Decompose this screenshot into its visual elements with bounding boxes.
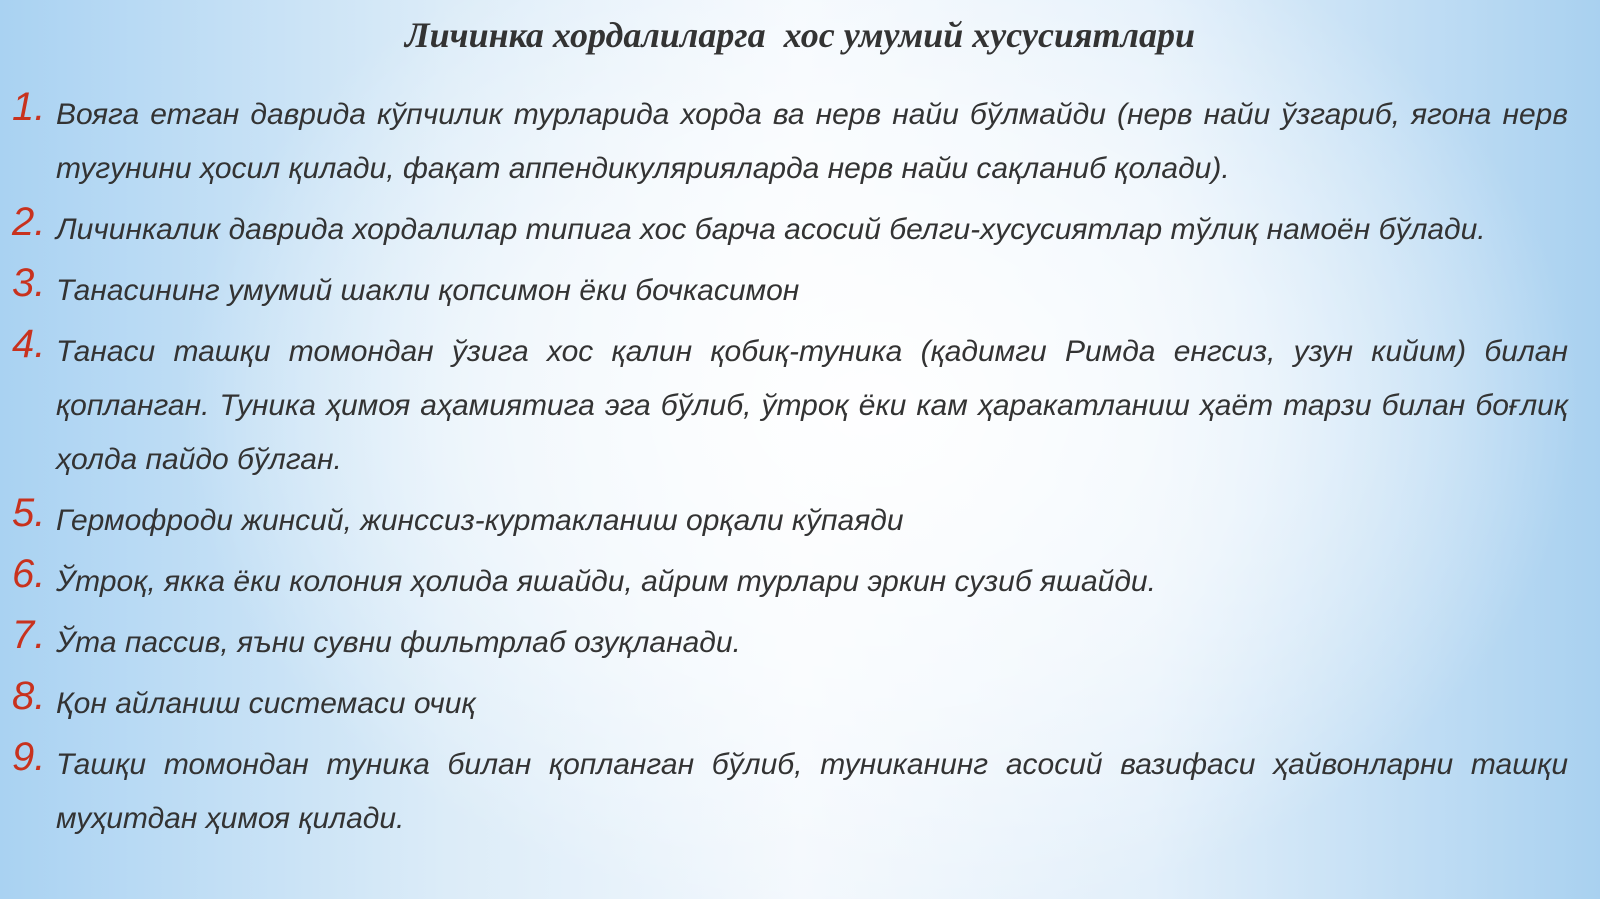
list-item-number: 6. [12, 552, 46, 596]
list-item [12, 322, 1568, 487]
list-item [12, 613, 1568, 670]
list-item [12, 735, 1568, 846]
list-item-number: 1. [12, 85, 46, 129]
list-item [12, 491, 1568, 548]
feature-list [12, 85, 1568, 846]
list-item-number: 4. [12, 322, 46, 366]
list-item [12, 552, 1568, 609]
list-item-text: Гермофроди жинсий, жинссиз-куртакланиш орқали кўпаяди [56, 504, 904, 537]
list-item [12, 200, 1568, 257]
list-item-text: Ўта пассив, яъни сувни фильтрлаб озуқланади. [56, 626, 741, 659]
list-item-number: 3. [12, 261, 46, 305]
list-item-text: Қон айланиш системаси очиқ [56, 687, 476, 720]
list-item-text: Ўтроқ, якка ёки колония ҳолида яшайди, айрим турлари эркин сузиб яшайди. [56, 565, 1156, 598]
list-item-number: 5. [12, 491, 46, 535]
list-item-text: Танасининг умумий шакли қопсимон ёки бочкасимон [56, 274, 800, 307]
list-item-number: 9. [12, 735, 46, 779]
list-item-text: Вояга етган даврида кўпчилик турларида хорда ва нерв найи бўлмайди (нерв найи ўзгариб, ягона нерв тугунини ҳосил қилади, фақат аппендикулярияларда нерв найи сақланиб қолади). [56, 98, 1568, 185]
list-item-number: 8. [12, 674, 46, 718]
list-item-text: Танаси ташқи томондан ўзига хос қалин қобиқ-туника (қадимги Римда енгсиз, узун кийим) билан қопланган. Туника ҳимоя аҳамиятига эга бўлиб, ўтроқ ёки кам ҳаракатланиш ҳаёт тарзи билан боғлиқ ҳолда пайдо бўлган. [56, 335, 1568, 476]
list-item [12, 85, 1568, 196]
list-item [12, 674, 1568, 731]
list-item-number: 7. [12, 613, 46, 657]
list-item [12, 261, 1568, 318]
list-item-number: 2. [12, 200, 46, 244]
list-item-text: Ташқи томондан туника билан қопланган бўлиб, туниканинг асосий вазифаси ҳайвонларни ташқи муҳитдан ҳимоя қилади. [56, 748, 1568, 835]
list-item-text: Личинкалик даврида хордалилар типига хос барча асосий белги-хусусиятлар тўлиқ намоён бўлади. [56, 213, 1486, 246]
slide-title: Личинка хордалиларга хос умумий хусусиятлари [404, 15, 1196, 55]
